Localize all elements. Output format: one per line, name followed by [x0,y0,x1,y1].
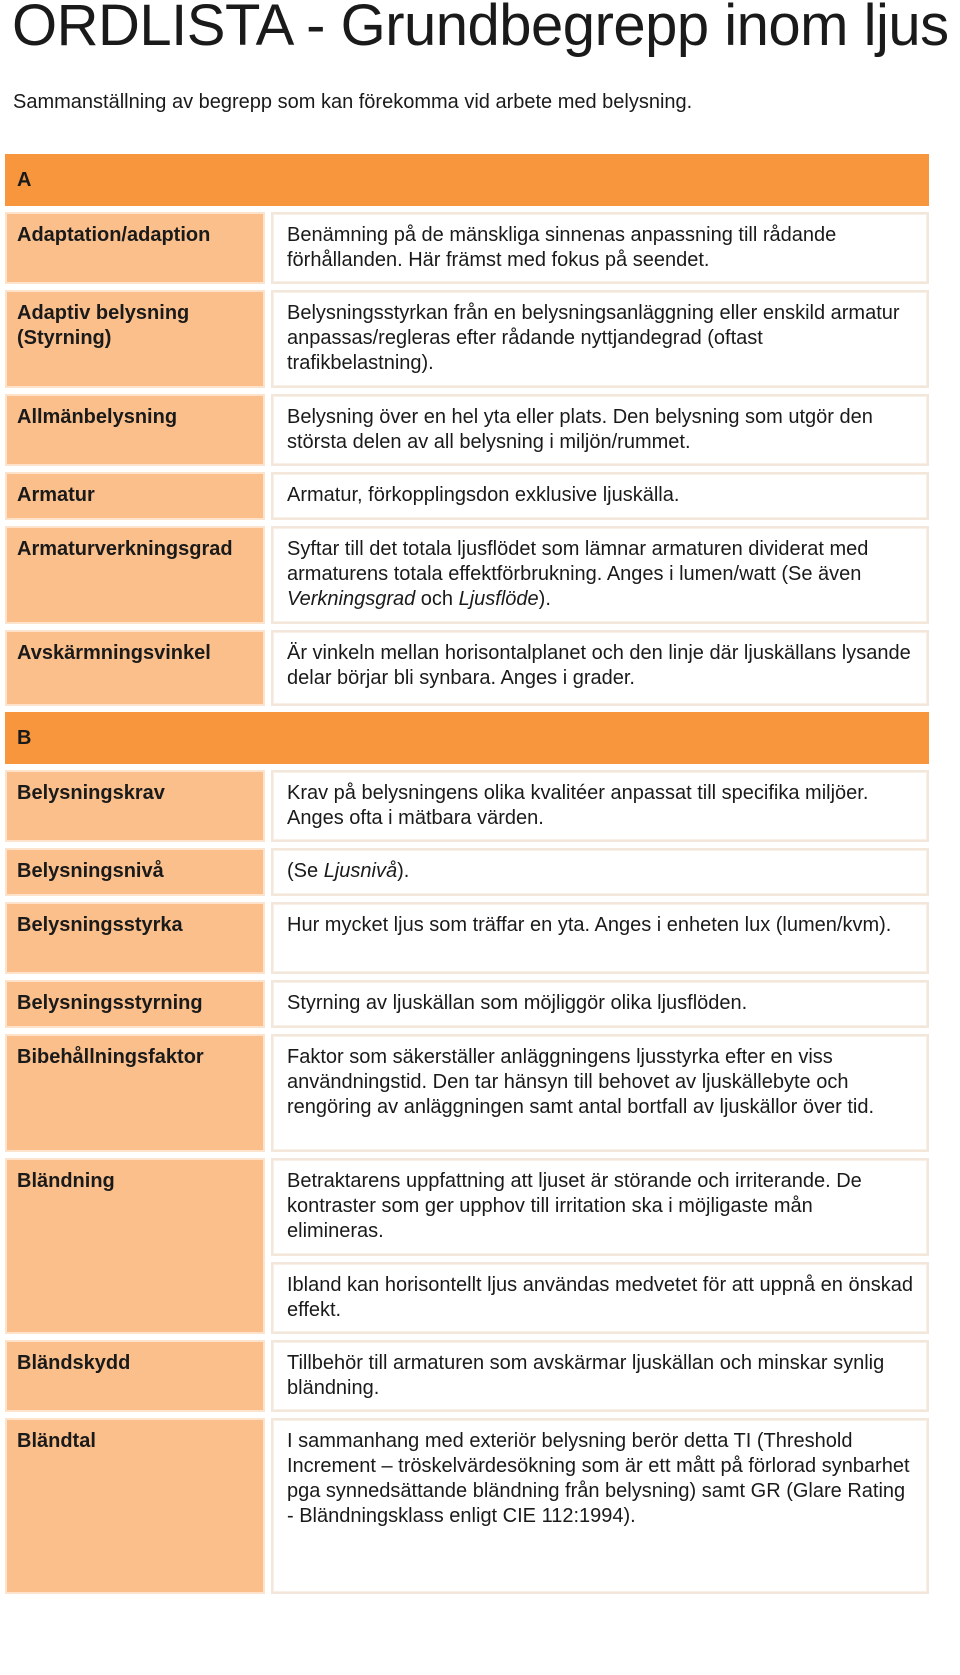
glossary-row [5,1418,929,1594]
section-header-a: A [5,154,929,206]
glossary-term: Bländning [5,1158,265,1334]
definition-text: och [415,588,459,610]
glossary-term: Belysningsstyrka [5,902,265,974]
glossary-term: Belysningsstyrning [5,980,265,1028]
glossary-definitions [271,1418,929,1594]
glossary-definitions [271,394,929,466]
definition-text: Benämning på de mänskliga sinnenas anpassning till rådande förhållanden. Här främst med fokus på seendet. [287,224,837,271]
glossary-term: Bibehållningsfaktor [5,1034,265,1152]
definition-reference: Ljusflöde [458,588,539,610]
glossary-definitions [271,902,929,974]
glossary-definition [271,1034,929,1152]
definition-text: Belysningsstyrkan från en belysningsanläggning eller enskild armatur anpassas/regleras efter rådande nyttjandegrad (oftast trafikbelastning). [287,302,900,374]
glossary-definition [271,526,929,624]
glossary-term: Belysningsnivå [5,848,265,896]
glossary-definition [271,848,929,896]
glossary-definitions [271,630,929,706]
glossary-definition [271,1158,929,1256]
definition-text: I sammanhang med exteriör belysning berör detta TI (Threshold Increment – tröskelvärdesökning som är ett mått på förlorad synbarhet pga synnedsättande bländning från belysning) samt GR (Glare Rating - Bländningsklass enligt CIE 112:1994). [287,1430,910,1527]
section-header-b: B [5,712,929,764]
glossary-definition [271,212,929,284]
glossary-term: Belysningskrav [5,770,265,842]
glossary-definitions [271,848,929,896]
glossary-term: Allmänbelysning [5,394,265,466]
glossary-definitions [271,526,929,624]
page-title: ORDLISTA - Grundbegrepp inom ljus [12,0,949,58]
definition-text: Hur mycket ljus som träffar en yta. Anges i enheten lux (lumen/kvm). [287,914,892,936]
glossary-row [5,980,929,1028]
glossary-row [5,630,929,706]
glossary-definition [271,980,929,1028]
glossary-definitions [271,472,929,520]
definition-text: ). [538,588,551,610]
glossary-definition [271,1418,929,1594]
definition-text: ). [397,860,410,882]
glossary-term: Avskärmningsvinkel [5,630,265,706]
definition-text: Är vinkeln mellan horisontalplanet och den linje där ljuskällans lysande delar börjar bli synbara. Anges i grader. [287,642,911,689]
definition-text: Syftar till det totala ljusflödet som lämnar armaturen dividerat med armaturens totala effektförbrukning. Anges i lumen/watt (Se även [287,538,869,585]
glossary-table [5,154,929,1600]
definition-reference: Ljusnivå [323,860,398,882]
glossary-definition [271,902,929,974]
page-subtitle: Sammanställning av begrepp som kan förekomma vid arbete med belysning. [13,91,693,113]
glossary-definition [271,630,929,706]
glossary-definitions [271,980,929,1028]
glossary-row [5,770,929,842]
glossary-definition [271,770,929,842]
glossary-row [5,1158,929,1334]
glossary-term: Armatur [5,472,265,520]
glossary-term: Armaturverkningsgrad [5,526,265,624]
glossary-definitions [271,1340,929,1412]
definition-text: Faktor som säkerställer anläggningens ljusstyrka efter en viss användningstid. Den tar hänsyn till behovet av ljuskällebyte och rengöring av anläggningen samt antal bortfall av ljuskällor över tid. [287,1046,875,1118]
definition-text: Tillbehör till armaturen som avskärmar ljuskällan och minskar synlig bländning. [287,1352,885,1399]
glossary-row [5,212,929,284]
definition-text: Krav på belysningens olika kvalitéer anpassat till specifika miljöer. Anges ofta i mätbara värden. [287,782,869,829]
glossary-row [5,902,929,974]
definition-text: Betraktarens uppfattning att ljuset är störande och irriterande. De kontraster som ger upphov till irritation ska i möjligaste mån elimineras. [287,1170,862,1242]
definition-text: Armatur, förkopplingsdon exklusive ljuskälla. [287,484,680,506]
glossary-term: Adaptation/adaption [5,212,265,284]
glossary-definitions [271,290,929,388]
glossary-definitions [271,1158,929,1334]
glossary-term: Bländtal [5,1418,265,1594]
glossary-row [5,394,929,466]
definition-text: Ibland kan horisontellt ljus användas medvetet för att uppnå en önskad effekt. [287,1274,913,1321]
definition-text: Belysning över en hel yta eller plats. Den belysning som utgör den största delen av all belysning i miljön/rummet. [287,406,873,453]
definition-text: (Se [287,860,324,882]
glossary-definition [271,290,929,388]
glossary-definition [271,472,929,520]
glossary-row [5,1340,929,1412]
glossary-row [5,848,929,896]
glossary-definition [271,1262,929,1334]
glossary-term: Adaptiv belysning (Styrning) [5,290,265,388]
glossary-definition [271,394,929,466]
definition-text: Styrning av ljuskällan som möjliggör olika ljusflöden. [287,992,748,1014]
glossary-definitions [271,770,929,842]
glossary-row [5,1034,929,1152]
glossary-row [5,526,929,624]
glossary-row [5,290,929,388]
glossary-definitions [271,212,929,284]
glossary-definition [271,1340,929,1412]
definition-reference: Verkningsgrad [287,588,416,610]
glossary-definitions [271,1034,929,1152]
glossary-term: Bländskydd [5,1340,265,1412]
glossary-row [5,472,929,520]
